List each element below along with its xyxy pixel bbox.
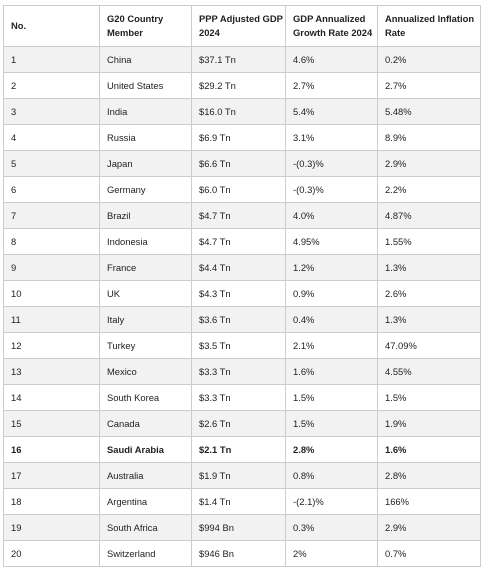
cell-inflation-rate: 1.3% [378, 307, 481, 333]
cell-country: Turkey [100, 333, 192, 359]
table-body [4, 47, 481, 567]
cell-growth-rate: 0.3% [286, 515, 378, 541]
cell-country: Germany [100, 177, 192, 203]
cell-ppp-gdp: $3.3 Tn [192, 385, 286, 411]
cell-country: Italy [100, 307, 192, 333]
cell-ppp-gdp: $29.2 Tn [192, 73, 286, 99]
header-growth-rate: GDP Annualized Growth Rate 2024 [286, 6, 378, 47]
cell-country: Russia [100, 125, 192, 151]
table-header [4, 6, 481, 47]
table-row [4, 437, 481, 463]
cell-growth-rate: 1.5% [286, 411, 378, 437]
cell-ppp-gdp: $3.5 Tn [192, 333, 286, 359]
cell-inflation-rate: 2.6% [378, 281, 481, 307]
cell-inflation-rate: 1.55% [378, 229, 481, 255]
cell-growth-rate: 0.8% [286, 463, 378, 489]
cell-ppp-gdp: $2.1 Tn [192, 437, 286, 463]
cell-inflation-rate: 2.2% [378, 177, 481, 203]
cell-ppp-gdp: $6.0 Tn [192, 177, 286, 203]
cell-country: India [100, 99, 192, 125]
cell-ppp-gdp: $6.6 Tn [192, 151, 286, 177]
cell-growth-rate: -(0.3)% [286, 151, 378, 177]
cell-no: 3 [4, 99, 100, 125]
cell-country: South Korea [100, 385, 192, 411]
cell-ppp-gdp: $3.3 Tn [192, 359, 286, 385]
cell-growth-rate: 1.2% [286, 255, 378, 281]
cell-no: 2 [4, 73, 100, 99]
cell-no: 16 [4, 437, 100, 463]
cell-no: 10 [4, 281, 100, 307]
cell-growth-rate: 2.8% [286, 437, 378, 463]
cell-country: Indonesia [100, 229, 192, 255]
cell-ppp-gdp: $4.7 Tn [192, 229, 286, 255]
cell-no: 9 [4, 255, 100, 281]
cell-ppp-gdp: $994 Bn [192, 515, 286, 541]
cell-inflation-rate: 1.5% [378, 385, 481, 411]
cell-country: United States [100, 73, 192, 99]
table-row [4, 73, 481, 99]
table-row [4, 489, 481, 515]
cell-ppp-gdp: $37.1 Tn [192, 47, 286, 73]
cell-no: 7 [4, 203, 100, 229]
cell-inflation-rate: 2.9% [378, 151, 481, 177]
cell-growth-rate: 5.4% [286, 99, 378, 125]
cell-inflation-rate: 0.7% [378, 541, 481, 567]
cell-country: UK [100, 281, 192, 307]
cell-growth-rate: -(2.1)% [286, 489, 378, 515]
cell-ppp-gdp: $2.6 Tn [192, 411, 286, 437]
cell-no: 17 [4, 463, 100, 489]
cell-inflation-rate: 1.3% [378, 255, 481, 281]
cell-growth-rate: 1.6% [286, 359, 378, 385]
cell-no: 4 [4, 125, 100, 151]
cell-inflation-rate: 2.8% [378, 463, 481, 489]
cell-growth-rate: 0.9% [286, 281, 378, 307]
table-row [4, 463, 481, 489]
cell-ppp-gdp: $946 Bn [192, 541, 286, 567]
cell-growth-rate: -(0.3)% [286, 177, 378, 203]
cell-inflation-rate: 4.87% [378, 203, 481, 229]
header-no: No. [4, 6, 100, 47]
cell-inflation-rate: 2.7% [378, 73, 481, 99]
cell-country: Saudi Arabia [100, 437, 192, 463]
cell-country: Brazil [100, 203, 192, 229]
cell-country: Canada [100, 411, 192, 437]
cell-ppp-gdp: $4.7 Tn [192, 203, 286, 229]
cell-growth-rate: 2.1% [286, 333, 378, 359]
cell-no: 1 [4, 47, 100, 73]
cell-country: China [100, 47, 192, 73]
table-row [4, 177, 481, 203]
cell-no: 13 [4, 359, 100, 385]
cell-country: Australia [100, 463, 192, 489]
cell-country: Mexico [100, 359, 192, 385]
cell-ppp-gdp: $4.4 Tn [192, 255, 286, 281]
cell-no: 8 [4, 229, 100, 255]
cell-inflation-rate: 8.9% [378, 125, 481, 151]
cell-no: 18 [4, 489, 100, 515]
cell-ppp-gdp: $1.4 Tn [192, 489, 286, 515]
table-row [4, 385, 481, 411]
cell-growth-rate: 1.5% [286, 385, 378, 411]
cell-no: 6 [4, 177, 100, 203]
table-row [4, 151, 481, 177]
table-row [4, 541, 481, 567]
header-row [4, 6, 481, 47]
header-country: G20 Country Member [100, 6, 192, 47]
cell-inflation-rate: 1.9% [378, 411, 481, 437]
table-row [4, 359, 481, 385]
cell-growth-rate: 2.7% [286, 73, 378, 99]
cell-growth-rate: 4.6% [286, 47, 378, 73]
g20-gdp-table [3, 5, 481, 567]
table-row [4, 229, 481, 255]
table-row [4, 281, 481, 307]
cell-ppp-gdp: $3.6 Tn [192, 307, 286, 333]
cell-no: 11 [4, 307, 100, 333]
cell-inflation-rate: 4.55% [378, 359, 481, 385]
cell-ppp-gdp: $4.3 Tn [192, 281, 286, 307]
cell-growth-rate: 4.95% [286, 229, 378, 255]
cell-ppp-gdp: $16.0 Tn [192, 99, 286, 125]
cell-inflation-rate: 166% [378, 489, 481, 515]
cell-growth-rate: 2% [286, 541, 378, 567]
cell-no: 15 [4, 411, 100, 437]
table-row [4, 255, 481, 281]
cell-growth-rate: 4.0% [286, 203, 378, 229]
cell-country: Switzerland [100, 541, 192, 567]
table-row [4, 333, 481, 359]
cell-country: France [100, 255, 192, 281]
cell-no: 19 [4, 515, 100, 541]
cell-country: Japan [100, 151, 192, 177]
header-inflation-rate: Annualized Inflation Rate [378, 6, 481, 47]
cell-inflation-rate: 0.2% [378, 47, 481, 73]
cell-country: Argentina [100, 489, 192, 515]
cell-ppp-gdp: $1.9 Tn [192, 463, 286, 489]
cell-country: South Africa [100, 515, 192, 541]
cell-inflation-rate: 1.6% [378, 437, 481, 463]
cell-growth-rate: 3.1% [286, 125, 378, 151]
table-row [4, 411, 481, 437]
cell-ppp-gdp: $6.9 Tn [192, 125, 286, 151]
cell-inflation-rate: 5.48% [378, 99, 481, 125]
cell-no: 5 [4, 151, 100, 177]
table-row [4, 307, 481, 333]
cell-no: 14 [4, 385, 100, 411]
table-row [4, 203, 481, 229]
cell-no: 20 [4, 541, 100, 567]
cell-inflation-rate: 47.09% [378, 333, 481, 359]
table-row [4, 515, 481, 541]
header-ppp-gdp: PPP Adjusted GDP 2024 [192, 6, 286, 47]
table-row [4, 47, 481, 73]
cell-no: 12 [4, 333, 100, 359]
cell-growth-rate: 0.4% [286, 307, 378, 333]
table-row [4, 99, 481, 125]
cell-inflation-rate: 2.9% [378, 515, 481, 541]
table-row [4, 125, 481, 151]
